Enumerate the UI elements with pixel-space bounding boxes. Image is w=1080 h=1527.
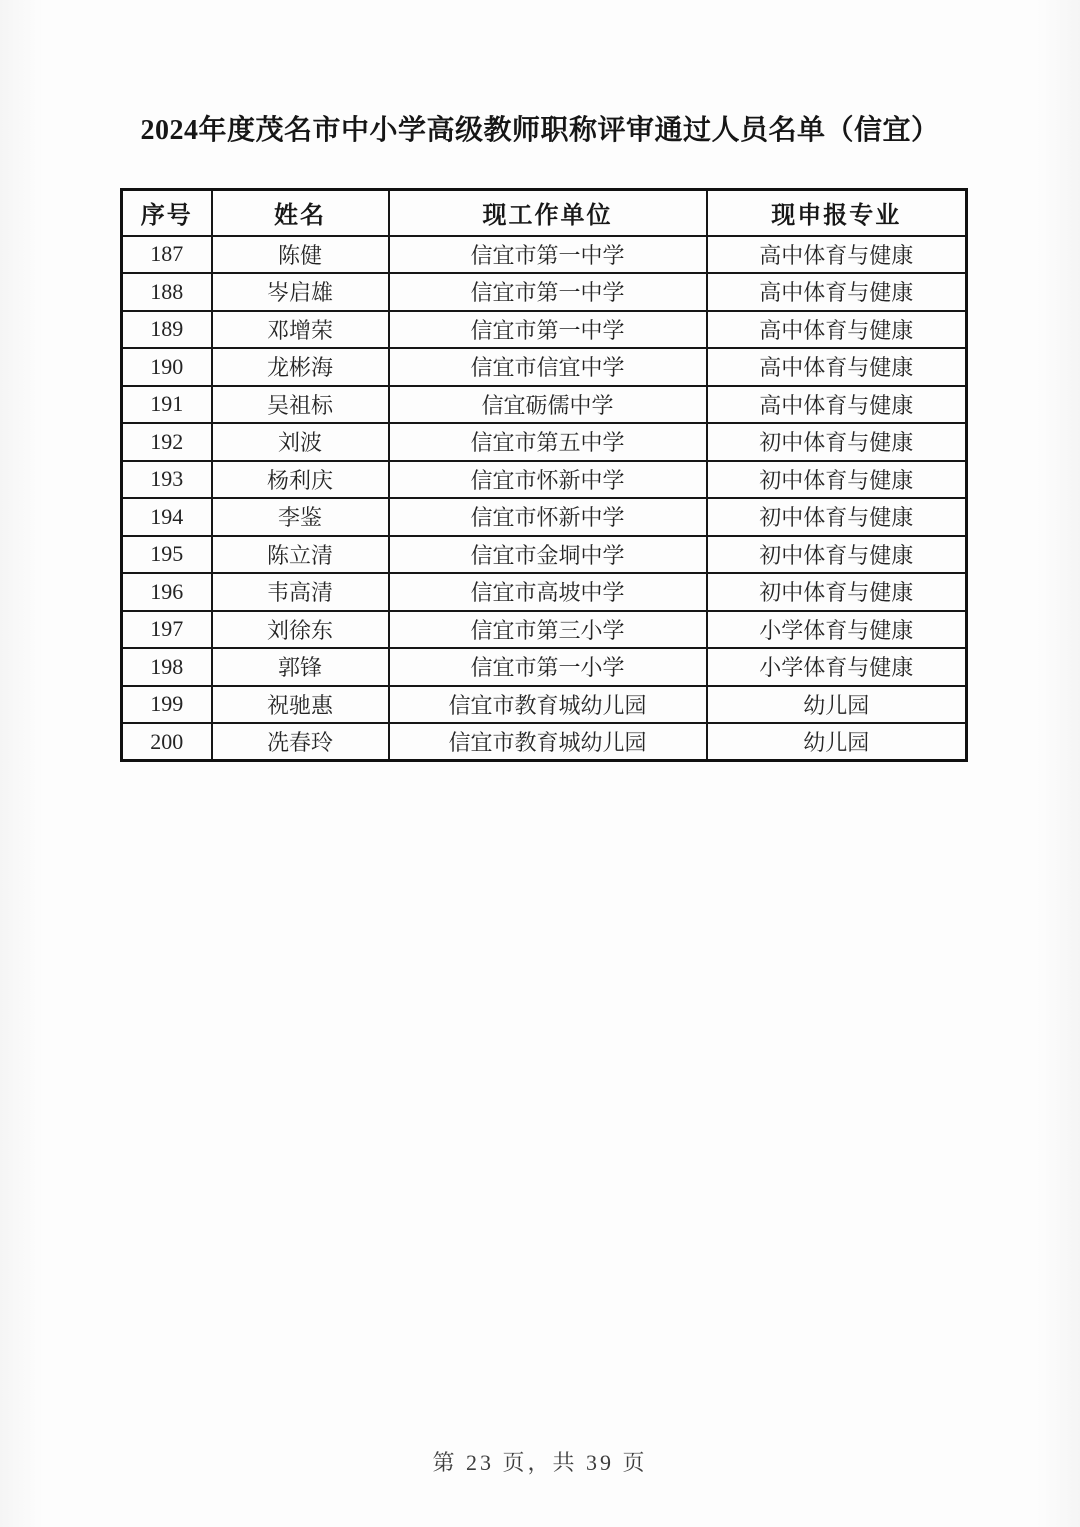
table-cell: 高中体育与健康 bbox=[707, 236, 967, 274]
table-cell: 幼儿园 bbox=[707, 686, 967, 724]
column-header: 姓名 bbox=[212, 190, 389, 236]
table-cell: 高中体育与健康 bbox=[707, 386, 967, 424]
table-cell: 陈健 bbox=[212, 236, 389, 274]
table-cell: 192 bbox=[122, 423, 212, 461]
table-cell: 信宜市金垌中学 bbox=[389, 536, 707, 574]
table-cell: 祝驰惠 bbox=[212, 686, 389, 724]
column-header: 现工作单位 bbox=[389, 190, 707, 236]
table-row bbox=[122, 348, 967, 386]
table-row bbox=[122, 648, 967, 686]
table-row bbox=[122, 311, 967, 349]
table-row bbox=[122, 573, 967, 611]
table-cell: 冼春玲 bbox=[212, 723, 389, 761]
table-cell: 196 bbox=[122, 573, 212, 611]
table-cell: 高中体育与健康 bbox=[707, 273, 967, 311]
table-cell: 初中体育与健康 bbox=[707, 423, 967, 461]
table-row bbox=[122, 611, 967, 649]
table-cell: 邓增荣 bbox=[212, 311, 389, 349]
table-header-row bbox=[122, 190, 967, 236]
table-cell: 刘波 bbox=[212, 423, 389, 461]
table-row bbox=[122, 498, 967, 536]
table-cell: 幼儿园 bbox=[707, 723, 967, 761]
table-cell: 郭锋 bbox=[212, 648, 389, 686]
table-row bbox=[122, 686, 967, 724]
table-cell: 200 bbox=[122, 723, 212, 761]
table-cell: 199 bbox=[122, 686, 212, 724]
table-cell: 信宜市高坡中学 bbox=[389, 573, 707, 611]
table-cell: 韦高清 bbox=[212, 573, 389, 611]
table-cell: 信宜市信宜中学 bbox=[389, 348, 707, 386]
table-cell: 信宜砺儒中学 bbox=[389, 386, 707, 424]
table-cell: 初中体育与健康 bbox=[707, 536, 967, 574]
column-header: 现申报专业 bbox=[707, 190, 967, 236]
table-row bbox=[122, 423, 967, 461]
table-cell: 189 bbox=[122, 311, 212, 349]
page-indicator: 第 23 页，共 39 页 bbox=[432, 1450, 648, 1475]
table-cell: 信宜市第五中学 bbox=[389, 423, 707, 461]
table-cell: 信宜市怀新中学 bbox=[389, 461, 707, 499]
table-body bbox=[122, 236, 967, 761]
table-cell: 龙彬海 bbox=[212, 348, 389, 386]
table-cell: 小学体育与健康 bbox=[707, 611, 967, 649]
table-cell: 高中体育与健康 bbox=[707, 348, 967, 386]
table-cell: 信宜市教育城幼儿园 bbox=[389, 723, 707, 761]
table-cell: 197 bbox=[122, 611, 212, 649]
table-cell: 195 bbox=[122, 536, 212, 574]
table-cell: 小学体育与健康 bbox=[707, 648, 967, 686]
table-cell: 初中体育与健康 bbox=[707, 573, 967, 611]
table-row bbox=[122, 536, 967, 574]
table-cell: 陈立清 bbox=[212, 536, 389, 574]
table-cell: 194 bbox=[122, 498, 212, 536]
table-cell: 信宜市第一中学 bbox=[389, 236, 707, 274]
table-row bbox=[122, 723, 967, 761]
table-cell: 198 bbox=[122, 648, 212, 686]
table-cell: 信宜市第一小学 bbox=[389, 648, 707, 686]
page-title: 2024年度茂名市中小学高级教师职称评审通过人员名单（信宜） bbox=[140, 115, 940, 146]
table-cell: 187 bbox=[122, 236, 212, 274]
table-cell: 信宜市怀新中学 bbox=[389, 498, 707, 536]
table-cell: 188 bbox=[122, 273, 212, 311]
table-cell: 高中体育与健康 bbox=[707, 311, 967, 349]
table-cell: 信宜市第三小学 bbox=[389, 611, 707, 649]
table-cell: 信宜市教育城幼儿园 bbox=[389, 686, 707, 724]
table-row bbox=[122, 273, 967, 311]
table-cell: 信宜市第一中学 bbox=[389, 311, 707, 349]
table-cell: 信宜市第一中学 bbox=[389, 273, 707, 311]
table-cell: 初中体育与健康 bbox=[707, 461, 967, 499]
table-cell: 岑启雄 bbox=[212, 273, 389, 311]
table-cell: 杨利庆 bbox=[212, 461, 389, 499]
table-cell: 刘徐东 bbox=[212, 611, 389, 649]
table-cell: 190 bbox=[122, 348, 212, 386]
table-row bbox=[122, 236, 967, 274]
table-cell: 193 bbox=[122, 461, 212, 499]
table-cell: 191 bbox=[122, 386, 212, 424]
teacher-roster-table bbox=[120, 188, 968, 762]
table-cell: 初中体育与健康 bbox=[707, 498, 967, 536]
table-cell: 吴祖标 bbox=[212, 386, 389, 424]
table-row bbox=[122, 461, 967, 499]
table-row bbox=[122, 386, 967, 424]
table-cell: 李鉴 bbox=[212, 498, 389, 536]
column-header: 序号 bbox=[122, 190, 212, 236]
